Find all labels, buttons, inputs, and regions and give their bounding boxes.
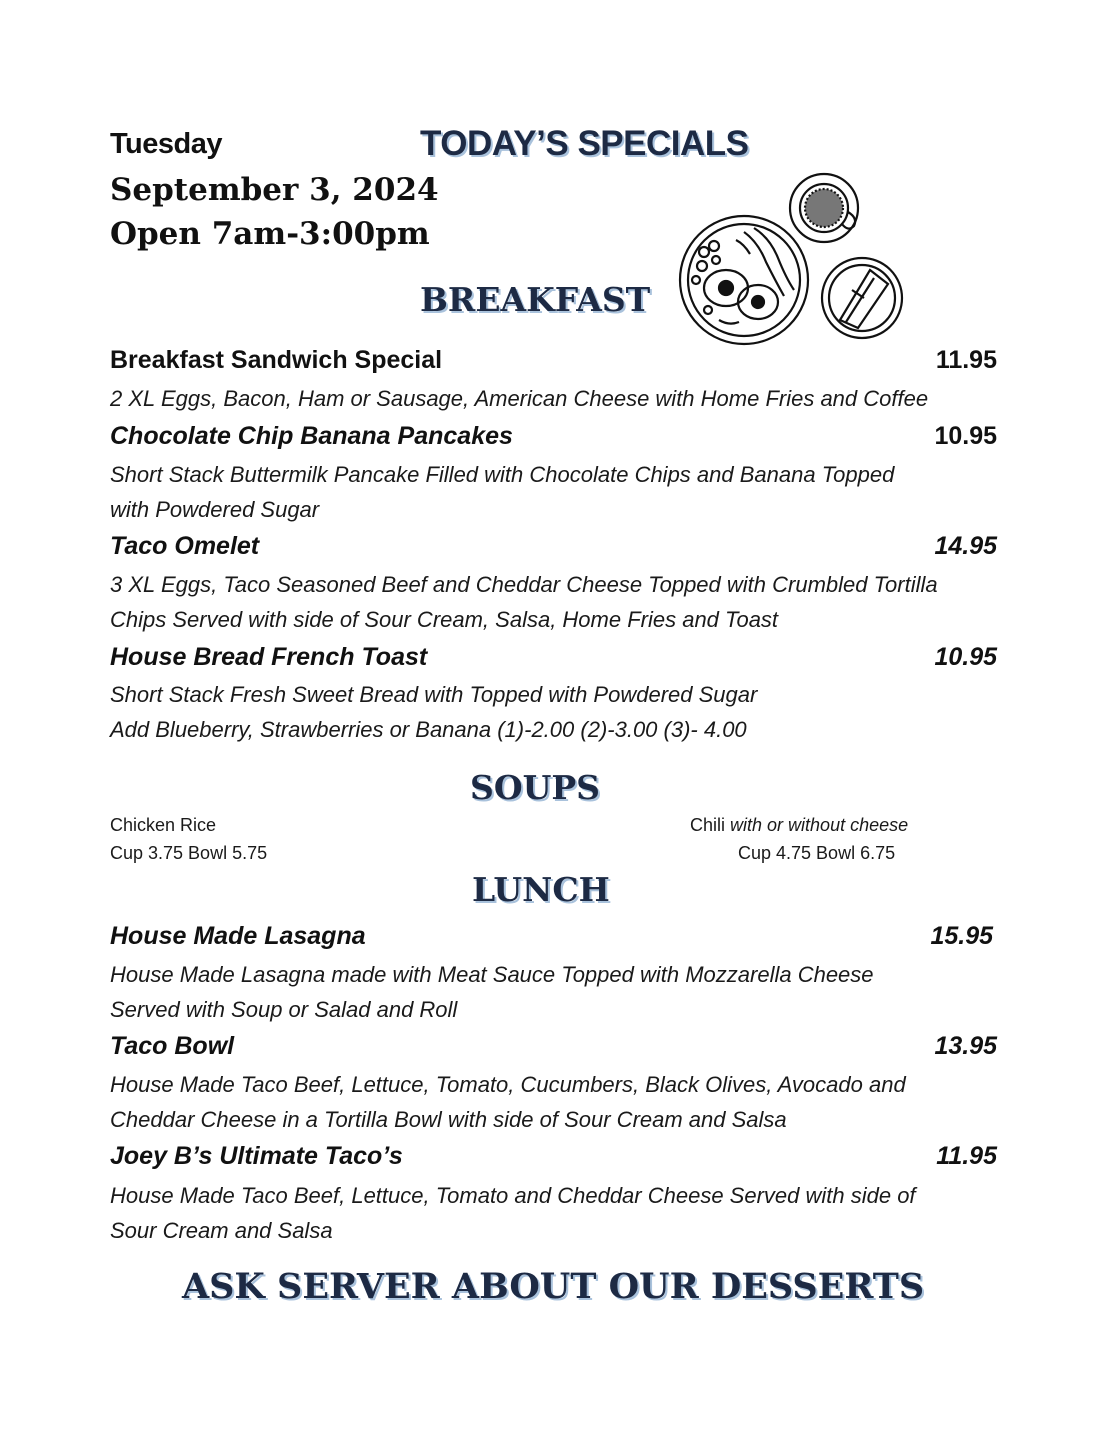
page-title: TODAY’S SPECIALS xyxy=(420,124,749,163)
item-price: 10.95 xyxy=(934,422,997,450)
item-price: 13.95 xyxy=(934,1032,997,1060)
breakfast-plate-icon xyxy=(674,170,906,346)
section-lunch-heading: LUNCH xyxy=(472,870,610,909)
item-description: 3 XL Eggs, Taco Seasoned Beef and Cheddar Cheese Topped with Crumbled Tortilla xyxy=(110,572,938,597)
item-description: Cheddar Cheese in a Tortilla Bowl with side of Sour Cream and Salsa xyxy=(110,1107,787,1132)
item-description: with Powdered Sugar xyxy=(110,497,320,522)
item-name: Joey B’s Ultimate Taco’s xyxy=(110,1142,403,1170)
item-price: 11.95 xyxy=(936,1142,997,1170)
opening-hours: Open 7am-3:00pm xyxy=(110,216,430,252)
soup-note: with or without cheese xyxy=(730,815,909,835)
item-description: Chips Served with side of Sour Cream, Salsa, Home Fries and Toast xyxy=(110,607,779,632)
section-breakfast-heading: BREAKFAST xyxy=(420,280,651,319)
item-name: House Made Lasagna xyxy=(110,922,366,950)
item-description: Short Stack Buttermilk Pancake Filled with Chocolate Chips and Banana Topped xyxy=(110,462,895,487)
item-name: House Bread French Toast xyxy=(110,643,428,671)
soup-name: Chicken Rice xyxy=(110,815,217,835)
item-name: Taco Omelet xyxy=(110,532,260,560)
item-name: Chocolate Chip Banana Pancakes xyxy=(110,422,513,450)
soup-sizes: Cup 4.75 Bowl 6.75 xyxy=(738,843,896,863)
item-description: Add Blueberry, Strawberries or Banana (1)-2.00 (2)-3.00 (3)- 4.00 xyxy=(110,717,747,742)
soup-name-text: Chili xyxy=(690,815,726,835)
item-description: Sour Cream and Salsa xyxy=(110,1218,333,1243)
soup-name xyxy=(690,815,908,836)
item-description: House Made Taco Beef, Lettuce, Tomato and Cheddar Cheese Served with side of xyxy=(110,1183,916,1208)
item-name: Breakfast Sandwich Special xyxy=(110,346,443,374)
item-price: 14.95 xyxy=(934,532,997,560)
soup-sizes: Cup 3.75 Bowl 5.75 xyxy=(110,843,268,863)
item-description: House Made Lasagna made with Meat Sauce Topped with Mozzarella Cheese xyxy=(110,962,874,987)
item-price: 15.95 xyxy=(930,922,993,950)
menu-date: September 3, 2024 xyxy=(110,172,439,208)
item-description: 2 XL Eggs, Bacon, Ham or Sausage, American Cheese with Home Fries and Coffee xyxy=(110,386,929,411)
item-description: House Made Taco Beef, Lettuce, Tomato, Cucumbers, Black Olives, Avocado and xyxy=(110,1072,906,1097)
menu-day: Tuesday xyxy=(110,128,223,160)
item-price: 11.95 xyxy=(935,346,997,374)
desserts-notice: ASK SERVER ABOUT OUR DESSERTS xyxy=(182,1266,925,1307)
item-description: Served with Soup or Salad and Roll xyxy=(110,997,458,1022)
section-soups-heading: SOUPS xyxy=(470,768,601,807)
item-price: 10.95 xyxy=(934,643,997,671)
item-description: Short Stack Fresh Sweet Bread with Topped with Powdered Sugar xyxy=(110,682,758,707)
item-name: Taco Bowl xyxy=(110,1032,235,1060)
